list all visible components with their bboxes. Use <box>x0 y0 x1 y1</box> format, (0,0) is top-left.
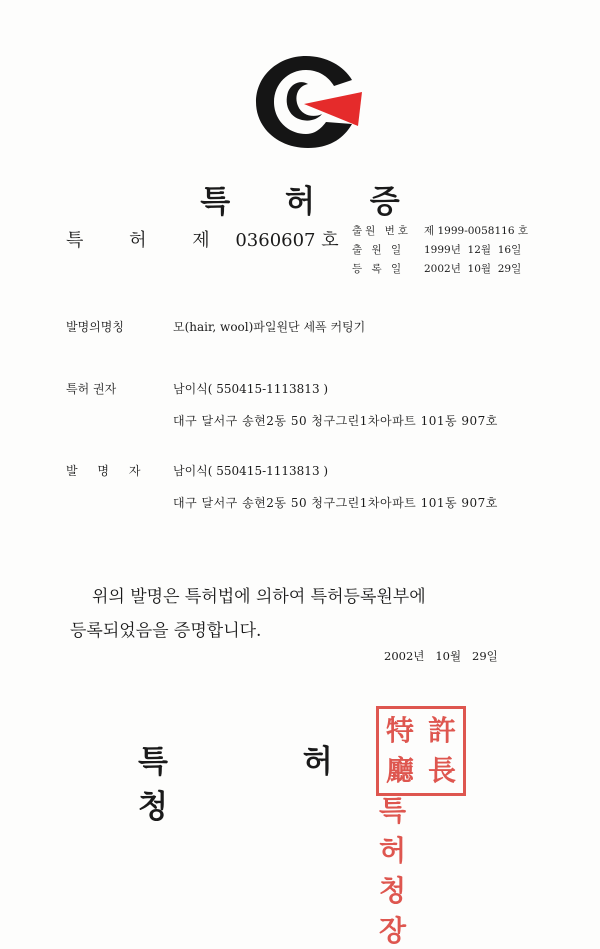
patent-number-label: 특 허 제 <box>66 230 230 251</box>
patent-number: 0360607 호 <box>235 230 339 251</box>
registration-date-label: 등 록 일 <box>352 263 405 275</box>
issue-date: 2002년 10월 29일 <box>384 649 498 663</box>
patentee-address: 대구 달서구 송현2동 50 청구그린1차아파트 101동 907호 <box>173 414 498 428</box>
filing-date-label: 출 원 일 <box>352 244 405 256</box>
patentee-name: 남이식( 550415-1113813 ) <box>173 382 329 396</box>
seal-text: 특허청장 <box>379 794 407 947</box>
official-seal-icon: 特 許 廳 長 특허청장 <box>376 706 466 796</box>
invention-title-value: 모(hair, wool)파일원단 세폭 커팅기 <box>173 320 366 334</box>
filing-date-value: 1999년 12월 16일 <box>424 244 522 256</box>
invention-title-label: 발명의명칭 <box>66 320 124 334</box>
issuing-office: 특 허 청 <box>138 744 395 825</box>
certification-line-1: 위의 발명은 특허법에 의하여 특허등록원부에 <box>92 587 426 607</box>
filing-date-row <box>352 241 528 260</box>
certification-statement <box>70 580 426 648</box>
patentee-label: 특허 권자 <box>66 382 117 396</box>
patent-number-line <box>66 226 339 252</box>
application-metadata <box>352 222 528 279</box>
inventor-label: 발 명 자 <box>66 464 149 478</box>
kipo-logo-icon <box>248 52 366 152</box>
certification-line-2: 등록되었음을 증명합니다. <box>70 621 262 641</box>
registration-date-value: 2002년 10월 29일 <box>424 263 522 275</box>
registration-date-row <box>352 260 528 279</box>
certificate-title: 특 허 증 <box>200 184 422 220</box>
inventor-address: 대구 달서구 송현2동 50 청구그린1차아파트 101동 907호 <box>173 496 498 510</box>
application-number-label: 출원 번호 <box>352 225 411 237</box>
application-number-row <box>352 222 528 241</box>
inventor-name: 남이식( 550415-1113813 ) <box>173 464 329 478</box>
application-number-value: 제 1999-0058116 호 <box>424 225 528 237</box>
